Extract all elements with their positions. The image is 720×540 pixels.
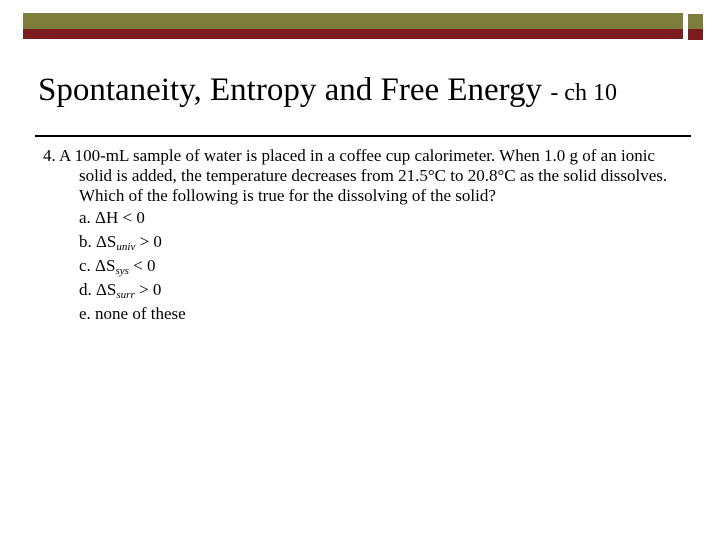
header-square-olive — [688, 14, 703, 29]
option-a: a. ΔH < 0 — [79, 208, 145, 227]
option-e: e. none of these — [79, 304, 186, 323]
slide-content — [43, 146, 688, 326]
header-square-red — [688, 29, 703, 40]
option-c: c. $\Delta S_{sys} < 0$ — [79, 256, 156, 277]
header-band-red — [23, 29, 683, 39]
option-d: d. $\Delta S_{surr} > 0$ — [79, 280, 162, 301]
option-b: b. $\Delta S_{univ} > 0$ — [79, 232, 162, 253]
header-band-olive — [23, 13, 683, 29]
title-divider — [35, 135, 691, 137]
question-text: 4. A 100-mL sample of water is placed in a coffee cup calorimeter. When 1.0 g of an ionic solid is added, the temperature decreases from 21.5°C to 20.8°C as the solid dissolves. Which of the following is true for the dissolving of the solid? — [43, 146, 668, 205]
slide-title — [38, 68, 617, 115]
slide-title-suffix: - ch 10 — [550, 80, 617, 106]
slide-title-main: Spontaneity, Entropy and Free Energy — [38, 72, 543, 108]
